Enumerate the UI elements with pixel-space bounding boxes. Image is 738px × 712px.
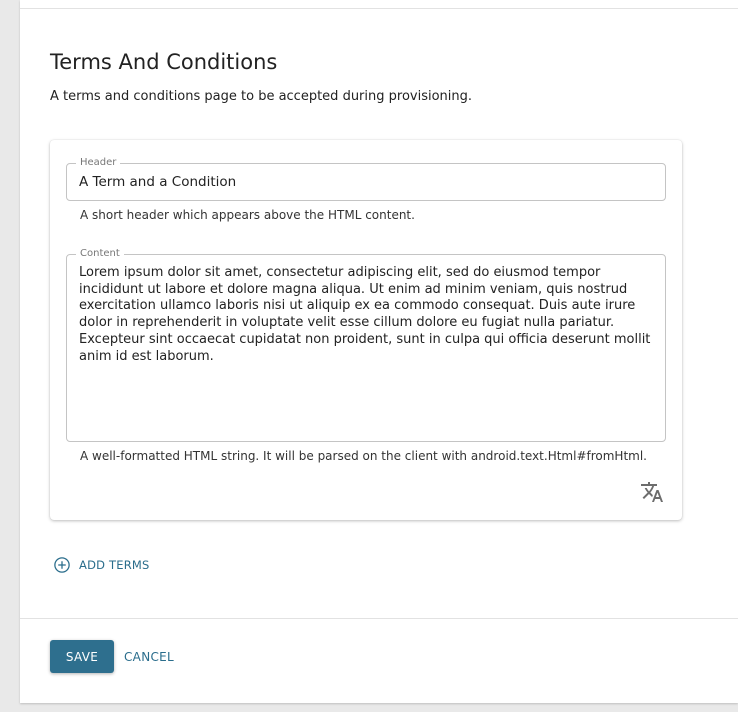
header-helper-text: A short header which appears above the HTML content. (80, 208, 415, 222)
top-divider (20, 8, 738, 9)
add-terms-label: ADD TERMS (79, 558, 150, 572)
header-input[interactable]: A Term and a Condition (79, 174, 237, 190)
terms-card (50, 140, 682, 520)
translate-icon[interactable] (640, 480, 664, 504)
content-textarea[interactable]: Lorem ipsum dolor sit amet, consectetur adipiscing elit, sed do eiusmod tempor incididunt ut labore et dolore magna aliqua. Ut enim ad minim veniam, quis nostrud exercitation ullamco laboris nisi ut aliquip ex ea commodo consequat. Duis aute irure dolor in reprehenderit in voluptate velit esse cillum dolore eu fugiat nulla pariatur. Excepteur sint occaecat cupidatat non proident, sunt in culpa qui officia deserunt mollit anim id est laborum. (79, 265, 651, 364)
footer-divider (20, 618, 738, 619)
content-helper-text: A well-formatted HTML string. It will be parsed on the client with android.text.Html#fromHtml. (80, 449, 647, 463)
page-description: A terms and conditions page to be accepted during provisioning. (50, 89, 473, 104)
content-field-legend: Content (76, 247, 124, 261)
cancel-button[interactable]: CANCEL (118, 640, 180, 673)
header-field-legend: Header (76, 156, 120, 170)
content-field[interactable] (66, 248, 666, 442)
save-button[interactable]: SAVE (50, 640, 114, 673)
header-field[interactable] (66, 157, 666, 201)
add-terms-button[interactable] (53, 556, 150, 574)
page-title: Terms And Conditions (50, 50, 278, 74)
main-panel (20, 0, 738, 703)
add-circle-icon (53, 556, 71, 574)
